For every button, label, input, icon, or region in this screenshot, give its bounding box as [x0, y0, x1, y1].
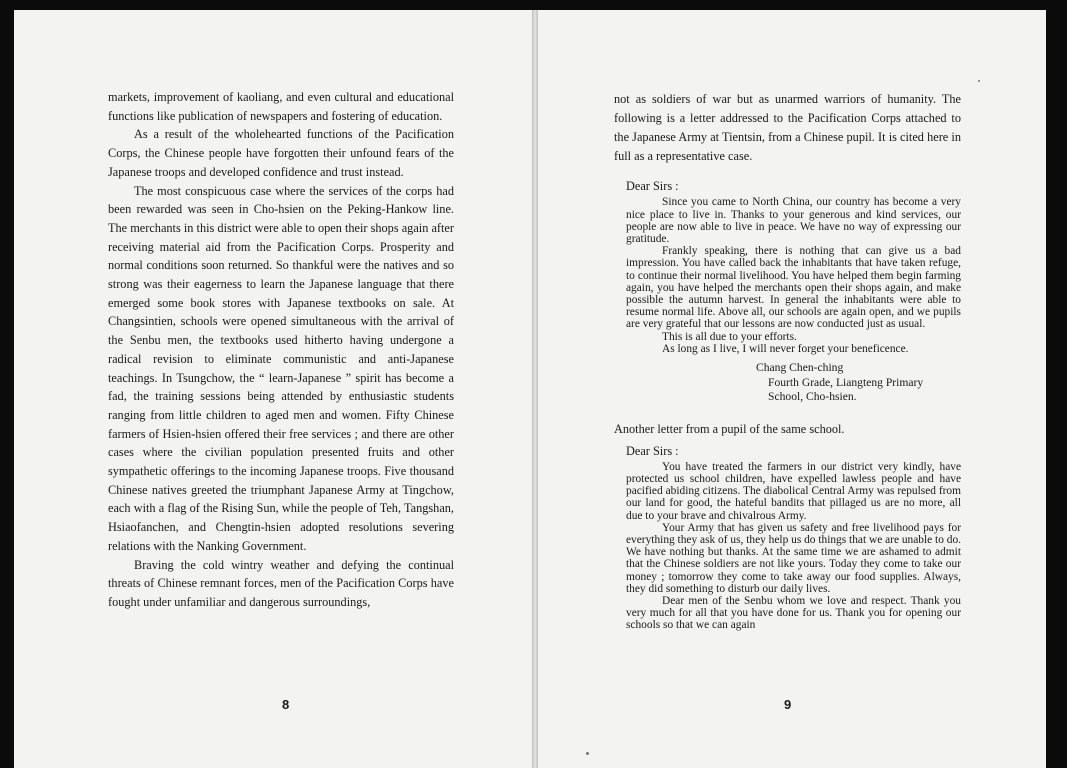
paragraph: Braving the cold wintry weather and defying the continual threats of Chinese remnant forces, men of the Pacification Corps have fought under unfamiliar and dangerous surroundings,: [108, 557, 454, 609]
another-letter-heading: Another letter from a pupil of the same school.: [614, 421, 845, 436]
paragraph: markets, improvement of kaoliang, and even cultural and educational functions like publication of newspapers and fostering of education.: [108, 90, 454, 123]
letter-paragraph: Your Army that has given us safety and free livelihood pays for everything they ask of us, they help us do things that we are unable to do. We have nothing but thanks. At the same time we are ashamed to admit that the Chinese soldiers are not like yours. Today they come to take our money ; tomorrow they come to take away our food supplies. Always, they did something to disturb our daily lives.: [626, 521, 962, 595]
letter-salutation: Dear Sirs :: [626, 443, 679, 458]
letter-paragraph: Since you came to North China, our country has become a very nice place to live in. Thanks to your generous and kind services, our people are now able to live in peace. We have no way of expressing our gratitude.: [626, 196, 961, 245]
intro-paragraph: not as soldiers of war but as unarmed warriors of humanity. The following is a letter addressed to the Pacification Corps attached to the Japanese Army at Tientsin, from a Chinese pupil. It is cited here in full as a representative case.: [614, 92, 961, 164]
signature-line: School, Cho-hsien.: [768, 390, 857, 404]
signature-name: Chang Chen-ching: [756, 361, 844, 375]
scan-speck: [586, 752, 589, 755]
signature-line: Fourth Grade, Liangteng Primary: [768, 375, 924, 389]
paragraph: The most conspicuous case where the services of the corps had been rewarded was seen in Cho-hsien on the Peking-Hankow line. The merchants in this district were able to open their shops again after receiving material aid from the Pacification Corps. Prosperity and normal conditions soon returned. So thankful were the natives and so strong was their eagerness to learn the Japanese language that there emerged some book stores with Japanese textbooks on sale. At Changsintien, schools were opened simultaneous with the arrival of the Senbu men, the textbooks used hitherto having undergone a radical revision to eliminate communistic and anti-Japanese teachings. In Tsungchow, the “ learn-Japanese ” spirit has become a fad, the training sessions being attended by enthusiastic students ranging from little children to aged men and women. Fifty Chinese farmers of Hsien-hsien offered their free services ; and there are other cases where the civilian population presented fruits and other sympathetic offerings to the incoming Japanese troops. Five thousand Chinese natives greeted the triumphant Japanese Army at Tingchow, each with a flag of the Rising Sun, while the people of Teh, Tangshan, Hsiaofanchen, and Chengtin-hsien adopted resolutions severing relations with the Nanking Government.: [108, 183, 454, 553]
right-page: [538, 10, 1046, 768]
letter-paragraph: This is all due to your efforts.: [662, 330, 797, 343]
letter-paragraph: As long as I live, I will never forget your beneficence.: [662, 342, 909, 355]
page-number: 8: [282, 697, 290, 712]
letter-signature: [756, 361, 961, 405]
letter-one: [626, 196, 961, 404]
letter-paragraph: Dear men of the Senbu whom we love and respect. Thank you very much for all that you have done for us. Thank you for opening our schools so that we can again: [626, 595, 961, 632]
letter-two: [626, 461, 961, 632]
letter-paragraph: You have treated the farmers in our district very kindly, have protected us school children, have expelled lawless people and have pacified abiding citizens. The diabolical Central Army was repulsed from our land for good, the hateful bandits that pillaged us are no more, all due to your brave and chivalrous Army.: [626, 460, 961, 522]
page-number: 9: [784, 697, 792, 712]
left-page: [14, 10, 532, 768]
letter-paragraph: Frankly speaking, there is nothing that can give us a bad impression. You have called back the inhabitants that have taken refuge, to continue their normal livelihood. You have helped them begin farming again, you have helped the merchants open their shops again, and make possible the autumn harvest. In general the inhabitants were able to resume normal life. Above all, our schools are again open, and we pupils are very grateful that our lessons are now conducted just as usual.: [626, 245, 961, 331]
letter-salutation: Dear Sirs :: [626, 179, 679, 194]
paragraph: As a result of the wholehearted functions of the Pacification Corps, the Chinese people have forgotten their unfound fears of the Japanese troops and developed confidence and trust instead.: [108, 127, 454, 179]
left-text-column: [108, 88, 454, 612]
right-text-column: [614, 90, 961, 632]
scan-speck: [978, 80, 980, 82]
